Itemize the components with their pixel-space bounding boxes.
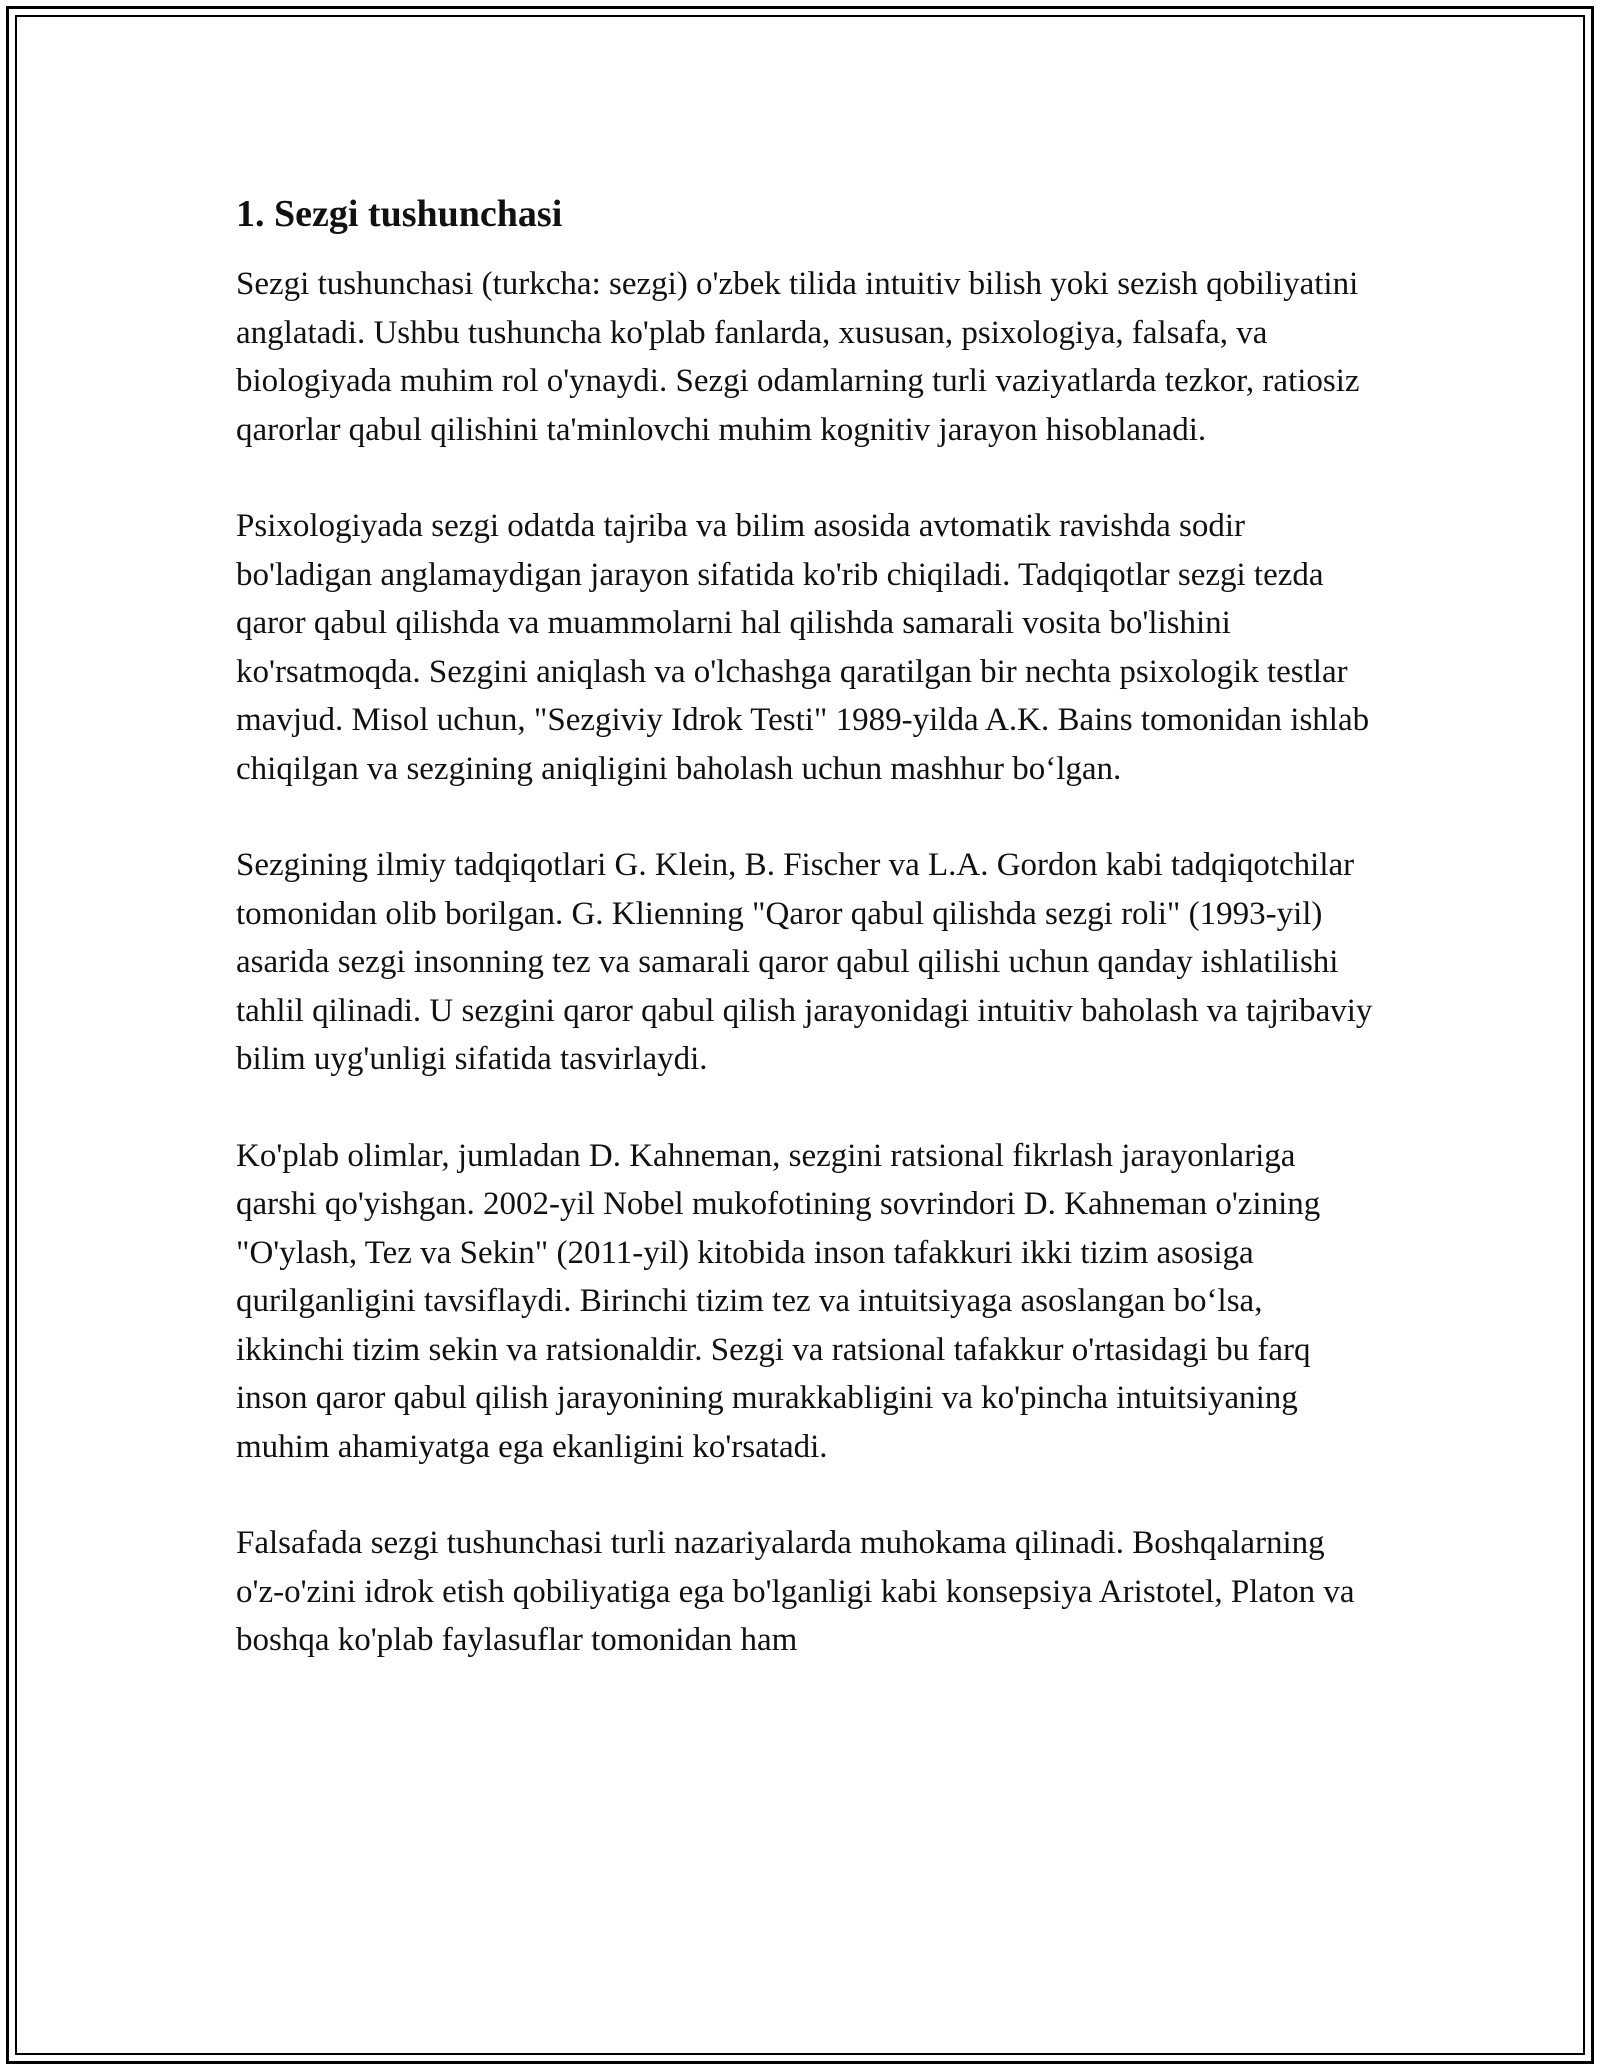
section-heading: 1. Sezgi tushunchasi	[236, 193, 563, 235]
paragraph-5: Falsafada sezgi tushunchasi turli nazariyalarda muhokama qilinadi. Boshqalarning o'z-o'zini idrok etish qobiliyatiga ega bo'lganligi kabi konsepsiya Aristotel, Platon va boshqa ko'plab faylasuflar tomonidan ham	[236, 1525, 1355, 1658]
document-body	[236, 187, 1376, 1713]
paragraph-3: Sezgining ilmiy tadqiqotlari G. Klein, B. Fischer va L.A. Gordon kabi tadqiqotchilar tomonidan olib borilgan. G. Klienning "Qaror qabul qilishda sezgi roli" (1993-yil) asarida sezgi insonning tez va samarali qaror qabul qilishi uchun qanday ishlatilishi tahlil qilinadi. U sezgini qaror qabul qilish jarayonidagi intuitiv baholash va tajribaviy bilim uyg'unligi sifatida tasvirlaydi.	[236, 847, 1373, 1077]
paragraph-4: Ko'plab olimlar, jumladan D. Kahneman, sezgini ratsional fikrlash jarayonlariga qarshi qo'yishgan. 2002-yil Nobel mukofotining sovrindori D. Kahneman o'zining "O'ylash, Tez va Sekin" (2011-yil) kitobida inson tafakkuri ikki tizim asosiga qurilganligini tavsiflaydi. Birinchi tizim tez va intuitsiyaga asoslangan bo‘lsa, ikkinchi tizim sekin va ratsionaldir. Sezgi va ratsional tafakkur o'rtasidagi bu farq inson qaror qabul qilish jarayonining murakkabligini va ko'pincha intuitsiyaning muhim ahamiyatga ega ekanligini ko'rsatadi.	[236, 1137, 1321, 1465]
paragraph-2: Psixologiyada sezgi odatda tajriba va bilim asosida avtomatik ravishda sodir bo'ladigan anglamaydigan jarayon sifatida ko'rib chiqiladi. Tadqiqotlar sezgi tezda qaror qabul qilishda va muammolarni hal qilishda samarali vosita bo'lishini ko'rsatmoqda. Sezgini aniqlash va o'lchashga qaratilgan bir nechta psixologik testlar mavjud. Misol uchun, "Sezgiviy Idrok Testi" 1989-yilda A.K. Bains tomonidan ishlab chiqilgan va sezgining aniqligini baholash uchun mashhur bo‘lgan.	[236, 508, 1370, 787]
paragraph-1: Sezgi tushunchasi (turkcha: sezgi) o'zbek tilida intuitiv bilish yoki sezish qobiliyatini anglatadi. Ushbu tushuncha ko'plab fanlarda, xususan, psixologiya, falsafa, va biologiyada muhim rol o'ynaydi. Sezgi odamlarning turli vaziyatlarda tezkor, ratiosiz qarorlar qabul qilishini ta'minlovchi muhim kognitiv jarayon hisoblanadi.	[236, 266, 1360, 448]
